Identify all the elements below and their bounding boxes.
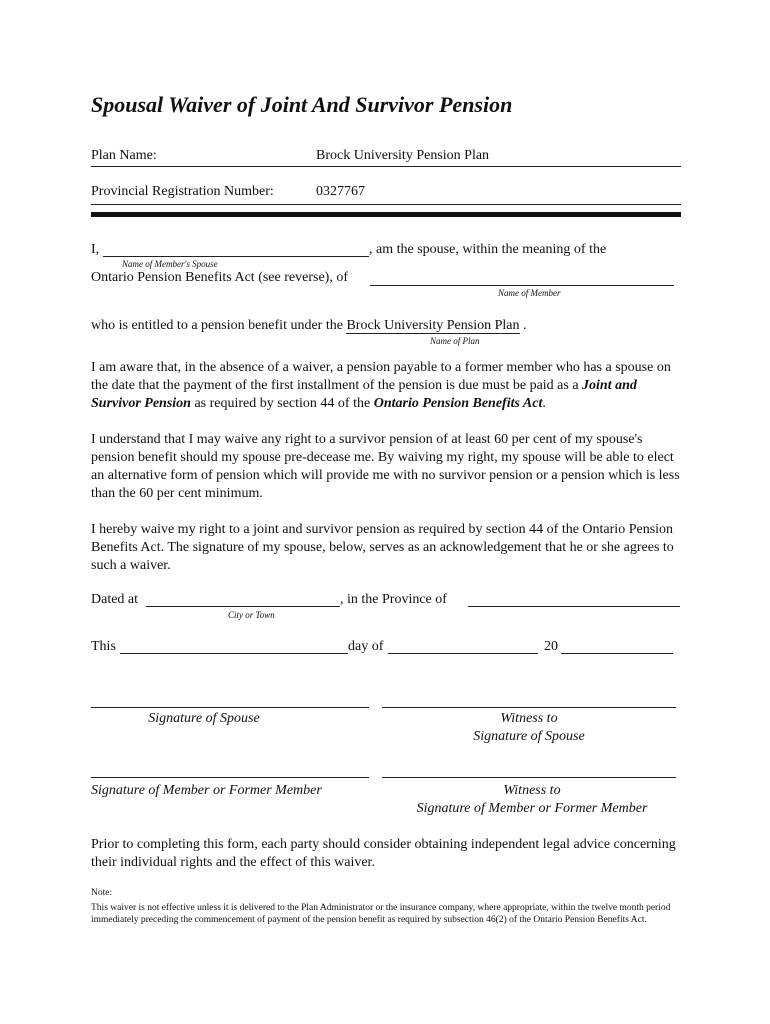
paragraph-awareness: I am aware that, in the absence of a waiver, a pension payable to a former member who has a spouse on the date that the payment of the first installment of the pension is due must be paid as a Joint and Survivor Pension as required by section 44 of the Ontario Pension Benefits Act. [91, 360, 671, 411]
registration-rule [91, 204, 681, 205]
plan-name-rule [91, 166, 681, 167]
registration-label: Provincial Registration Number: [91, 184, 274, 199]
province-label: , in the Province of [340, 592, 447, 607]
spouse-witness-field[interactable] [382, 707, 676, 708]
spouse-signature-caption: Signature of Spouse [148, 711, 260, 726]
paragraph-waiver: I hereby waive my right to a joint and survivor pension as required by section 44 of the Ontario Pension Benefits Act. The signature of my spouse, below, serves as an acknowledgement that he or she agrees to such a waiver. [91, 522, 674, 573]
header-divider [91, 212, 681, 217]
act-line: Ontario Pension Benefits Act (see reverse), of [91, 270, 348, 285]
i-prefix: I, [91, 242, 100, 257]
member-witness-caption-a: Witness to [503, 783, 561, 798]
entitled-plan-field[interactable]: Brock University Pension Plan [346, 318, 520, 333]
plan-caption: Name of Plan [430, 336, 480, 346]
member-signature-caption: Signature of Member or Former Member [91, 783, 322, 798]
city-caption: City or Town [228, 610, 275, 620]
member-witness-field[interactable] [382, 777, 676, 778]
entitled-suffix: . [519, 318, 527, 333]
day-of-label: day of [348, 639, 384, 654]
day-field[interactable] [120, 653, 348, 654]
plan-name-label: Plan Name: [91, 148, 157, 163]
this-label: This [91, 639, 116, 654]
member-signature-field[interactable] [91, 777, 369, 778]
entitled-prefix: who is entitled to a pension benefit under the [91, 318, 343, 333]
spouse-name-caption: Name of Member's Spouse [122, 259, 218, 269]
member-name-caption: Name of Member [498, 288, 561, 298]
page-title: Spousal Waiver of Joint And Survivor Pension [91, 92, 513, 117]
spouse-suffix: , am the spouse, within the meaning of the [369, 242, 607, 257]
spouse-witness-caption-a: Witness to [500, 711, 558, 726]
year-field[interactable] [561, 653, 673, 654]
registration-value: 0327767 [316, 184, 365, 199]
spouse-signature-field[interactable] [91, 707, 369, 708]
paragraph-understanding: I understand that I may waive any right to a survivor pension of at least 60 per cent of my spouse's pension benefit should my spouse pre-decease me. By waiving my right, my spouse will be able to elect an alternative form of pension which will provide me with no survivor pension or a pension which is less than the 60 per cent minimum. [91, 432, 680, 501]
city-field[interactable] [146, 606, 340, 607]
note-label: Note: [91, 888, 113, 898]
legal-advice: Prior to completing this form, each party should consider obtaining independent legal advice concerning their individual rights and the effect of this waiver. [91, 837, 676, 870]
member-name-field[interactable] [370, 285, 674, 286]
note-text: This waiver is not effective unless it is delivered to the Plan Administrator or the insurance company, where appropriate, within the twelve month period immediately preceding the commencement of payment of the pension benefit as required by subsection 46(2) of the Ontario Pension Benefits Act. [91, 903, 671, 925]
dated-at-label: Dated at [91, 592, 139, 607]
member-witness-caption-b: Signature of Member or Former Member [416, 801, 648, 816]
spouse-witness-caption-b: Signature of Spouse [473, 729, 585, 744]
province-field[interactable] [468, 606, 680, 607]
year-prefix: 20 [544, 639, 558, 654]
spouse-name-field[interactable] [103, 256, 369, 257]
month-field[interactable] [388, 653, 538, 654]
plan-name-value: Brock University Pension Plan [316, 148, 490, 163]
